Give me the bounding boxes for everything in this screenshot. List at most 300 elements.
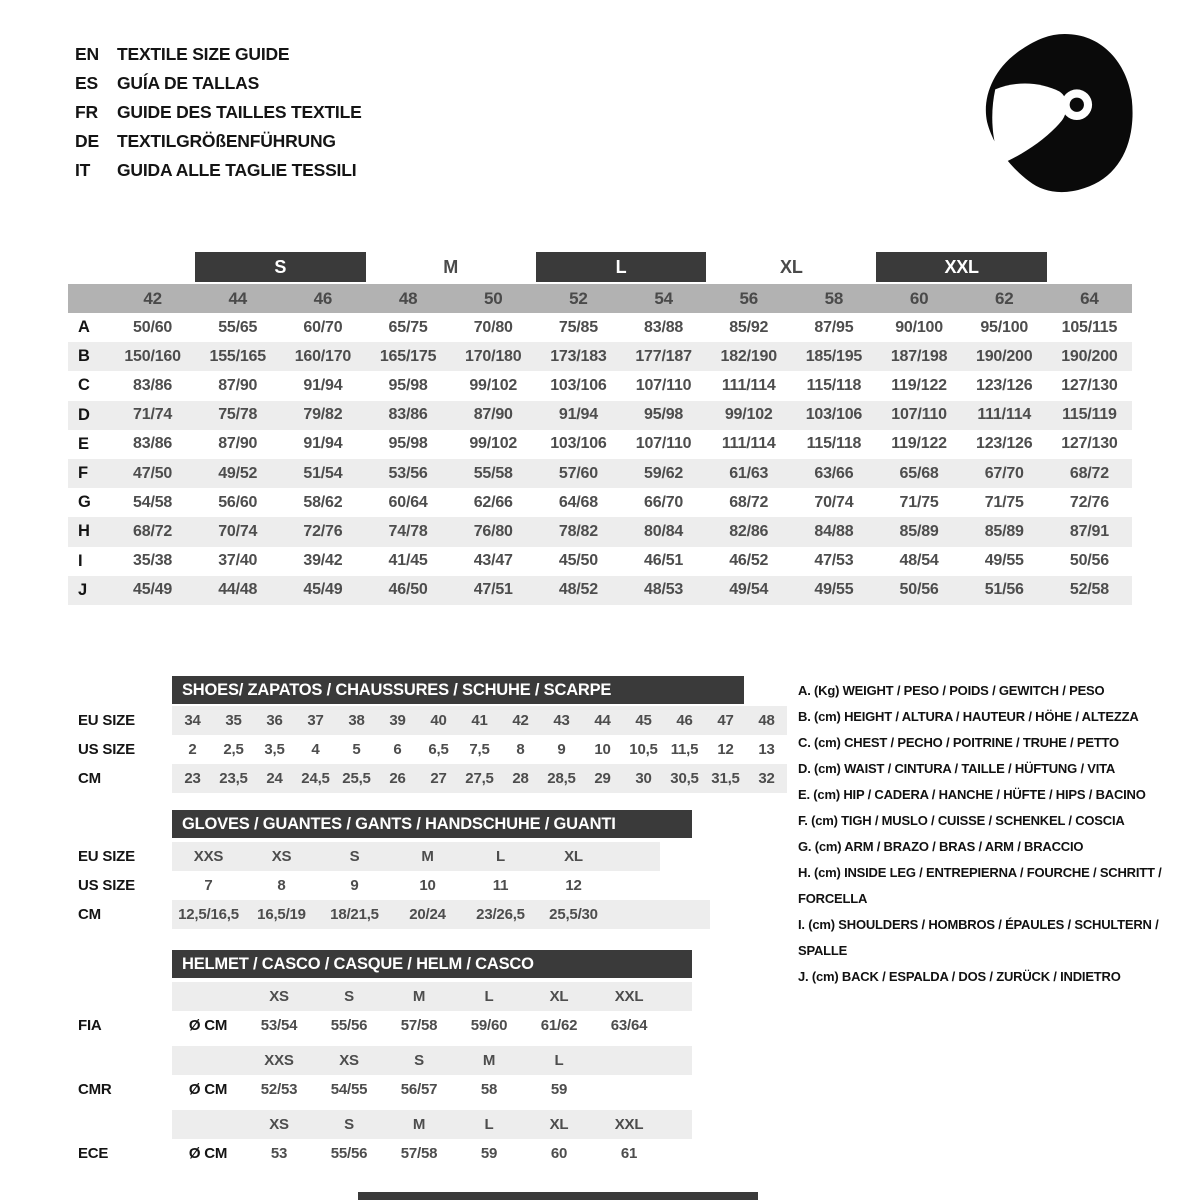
legend-item: E. (cm) HIP / CADERA / HANCHE / HÜFTE / HIPS / BACINO xyxy=(798,787,1146,802)
size-value: 107/110 xyxy=(635,435,692,453)
size-value: 115/119 xyxy=(1062,406,1117,424)
size-value: 185/195 xyxy=(805,347,863,365)
legend-item: F. (cm) TIGH / MUSLO / CUISSE / SCHENKEL / COSCIA xyxy=(798,813,1125,828)
size-value: 49/52 xyxy=(218,464,258,482)
helmet-data-row xyxy=(0,1011,692,1040)
cell-value: 10 xyxy=(419,877,436,894)
gloves-section xyxy=(0,810,710,929)
cell-value: 61 xyxy=(620,1145,638,1162)
size-value: 43/47 xyxy=(473,552,513,570)
row-cells xyxy=(172,1110,664,1139)
size-value: 47/50 xyxy=(133,464,173,482)
numeric-size: 64 xyxy=(1080,288,1099,308)
size-value: 49/55 xyxy=(984,552,1024,570)
cell-value: 6,5 xyxy=(428,741,449,758)
cell-value: 29 xyxy=(594,770,611,787)
size-value: 52/58 xyxy=(1069,581,1109,599)
legend-item: J. (cm) BACK / ESPALDA / DOS / ZURÜCK / INDIETRO xyxy=(798,969,1121,984)
helmet-size-label: L xyxy=(484,988,494,1005)
cell-value: 30,5 xyxy=(670,770,699,787)
size-band-s: S xyxy=(195,252,365,282)
size-value: 127/130 xyxy=(1061,376,1118,394)
cell-value: 8 xyxy=(277,877,286,894)
size-row xyxy=(0,871,710,900)
numeric-size: 54 xyxy=(654,288,673,308)
legend-item: I. (cm) SHOULDERS / HOMBROS / ÉPAULES / SCHULTERN / SPALLE xyxy=(798,917,1159,958)
size-value: 63/66 xyxy=(814,464,854,482)
size-value: 65/68 xyxy=(899,464,939,482)
cell-value: 60 xyxy=(550,1145,568,1162)
legend-item: C. (cm) CHEST / PECHO / POITRINE / TRUHE / PETTO xyxy=(798,735,1119,750)
cell-value: 13 xyxy=(758,741,775,758)
size-value: 39/42 xyxy=(303,552,343,570)
measurement-legend xyxy=(798,678,1200,990)
size-value: 66/70 xyxy=(644,493,684,511)
textile-row xyxy=(68,488,1132,517)
shoes-title-bar: SHOES/ ZAPATOS / CHAUSSURES / SCHUHE / SCARPE xyxy=(172,676,744,704)
size-value: 55/65 xyxy=(218,318,258,336)
cell-value: 11 xyxy=(492,877,509,894)
size-value: 48/53 xyxy=(644,581,684,599)
row-band xyxy=(172,1139,692,1168)
cell-value: 7 xyxy=(204,877,213,894)
row-band xyxy=(172,1110,692,1139)
cell-value: 12 xyxy=(717,741,734,758)
helmet-size-label: XXS xyxy=(264,1052,294,1069)
legend-item: G. (cm) ARM / BRAZO / BRAS / ARM / BRACCIO xyxy=(798,839,1084,854)
numeric-size: 52 xyxy=(569,288,588,308)
cell-value: 37 xyxy=(307,712,324,729)
cell-value: 8 xyxy=(516,741,525,758)
helmet-section xyxy=(0,950,692,1168)
size-value: 50/56 xyxy=(1069,552,1109,570)
row-cells xyxy=(172,1075,664,1104)
row-letter: H xyxy=(78,522,90,541)
row-cells xyxy=(172,706,787,735)
size-value: 48/54 xyxy=(899,552,939,570)
row-band xyxy=(172,900,710,929)
language-code: EN xyxy=(75,44,99,64)
size-value: 107/110 xyxy=(635,376,692,394)
size-value: 57/60 xyxy=(558,464,598,482)
legend-item: B. (cm) HEIGHT / ALTURA / HAUTEUR / HÖHE / ALTEZZA xyxy=(798,709,1139,724)
numeric-size: 60 xyxy=(909,288,929,308)
textile-row xyxy=(68,401,1132,430)
numeric-size: 42 xyxy=(143,288,162,308)
size-value: 87/95 xyxy=(814,318,854,336)
size-value: 123/126 xyxy=(976,435,1033,453)
language-code: IT xyxy=(75,160,91,180)
size-value: 74/78 xyxy=(388,522,428,540)
numeric-size: 58 xyxy=(824,288,844,308)
size-value: 85/89 xyxy=(899,522,939,540)
spacer xyxy=(0,950,172,978)
numeric-size: 48 xyxy=(398,288,418,308)
size-value: 95/100 xyxy=(980,318,1029,336)
cell-value: 59 xyxy=(480,1145,498,1162)
helmet-size-label: XXL xyxy=(614,988,644,1005)
cell-value: 2,5 xyxy=(223,741,244,758)
helmet-size-label: S xyxy=(344,1116,354,1133)
diameter-unit-label: Ø CM xyxy=(188,1017,228,1034)
numeric-size: 44 xyxy=(228,288,247,308)
cell-value: S xyxy=(349,848,360,865)
size-value: 71/75 xyxy=(984,493,1024,511)
cell-value: 34 xyxy=(184,712,201,729)
cell-value: 4 xyxy=(311,741,320,758)
helmet-size-label: M xyxy=(482,1052,496,1069)
textile-row xyxy=(68,342,1132,371)
size-value: 68/72 xyxy=(133,522,173,540)
helmet-size-label: M xyxy=(412,1116,426,1133)
helmet-size-label: XL xyxy=(549,988,569,1005)
size-value: 80/84 xyxy=(644,522,684,540)
size-value: 170/180 xyxy=(465,347,522,365)
size-value: 111/114 xyxy=(977,406,1032,424)
cell-value: 54/55 xyxy=(330,1081,368,1098)
row-cells xyxy=(172,764,787,793)
size-value: 37/40 xyxy=(218,552,258,570)
size-value: 119/122 xyxy=(891,376,947,394)
cell-value: 18/21,5 xyxy=(330,906,379,923)
diameter-unit-label: Ø CM xyxy=(188,1081,228,1098)
cell-value: 36 xyxy=(266,712,283,729)
cell-value: 23 xyxy=(184,770,201,787)
row-band xyxy=(172,1046,692,1075)
spacer xyxy=(0,810,172,838)
textile-row xyxy=(68,517,1132,546)
size-band-l: L xyxy=(536,252,706,282)
language-code: DE xyxy=(75,131,99,151)
cell-value: 35 xyxy=(225,712,242,729)
cell-value: 32 xyxy=(758,770,775,787)
cell-value: XL xyxy=(564,848,583,865)
cell-value: 53 xyxy=(270,1145,288,1162)
spacer xyxy=(0,676,172,704)
size-value: 150/160 xyxy=(124,347,181,365)
cell-value: 26 xyxy=(389,770,406,787)
cell-value: 43 xyxy=(553,712,570,729)
row-cells xyxy=(172,842,610,871)
size-value: 91/94 xyxy=(303,435,343,453)
row-band xyxy=(172,842,660,871)
guide-title: TEXTILE SIZE GUIDE xyxy=(117,44,290,64)
size-value: 111/114 xyxy=(721,435,776,453)
row-letter: C xyxy=(78,376,90,395)
size-band-xxl: XXL xyxy=(876,252,1046,282)
size-value: 71/74 xyxy=(133,406,173,424)
size-value: 83/86 xyxy=(388,406,428,424)
row-letter: I xyxy=(78,551,83,570)
size-value: 68/72 xyxy=(1069,464,1109,482)
gloves-title-bar: GLOVES / GUANTES / GANTS / HANDSCHUHE / GUANTI xyxy=(172,810,692,838)
size-value: 95/98 xyxy=(388,376,428,394)
row-letter: A xyxy=(78,318,90,337)
cell-value: 46 xyxy=(676,712,693,729)
diameter-unit-label: Ø CM xyxy=(188,1145,228,1162)
textile-body xyxy=(68,313,1132,605)
helmet-data-row xyxy=(0,1075,692,1104)
size-value: 87/90 xyxy=(218,435,258,453)
cell-value: 38 xyxy=(348,712,365,729)
helmet-size-label: L xyxy=(554,1052,564,1069)
size-value: 95/98 xyxy=(644,406,684,424)
cell-value: 12,5/16,5 xyxy=(178,906,239,923)
cell-value: 59 xyxy=(550,1081,568,1098)
language-titles xyxy=(75,40,362,185)
numeric-size: 62 xyxy=(994,288,1014,308)
language-row xyxy=(75,127,362,156)
row-label: EU SIZE xyxy=(78,848,135,865)
size-value: 85/92 xyxy=(729,318,769,336)
standard-label: CMR xyxy=(78,1081,112,1098)
size-value: 115/118 xyxy=(806,435,862,453)
size-value: 70/74 xyxy=(218,522,258,540)
numeric-size: 50 xyxy=(483,288,503,308)
row-letter: B xyxy=(78,347,90,366)
size-value: 72/76 xyxy=(1069,493,1109,511)
row-band xyxy=(172,982,692,1011)
size-value: 87/90 xyxy=(218,376,258,394)
cropped-next-section-band xyxy=(358,1192,758,1200)
size-value: 46/52 xyxy=(729,552,769,570)
size-value: 83/86 xyxy=(133,376,173,394)
size-value: 53/56 xyxy=(388,464,428,482)
row-label: CM xyxy=(78,906,101,923)
size-value: 83/86 xyxy=(133,435,173,453)
size-value: 59/62 xyxy=(644,464,684,482)
helmet-size-header-row xyxy=(0,1046,692,1075)
row-band xyxy=(172,1011,692,1040)
row-band xyxy=(172,764,787,793)
row-cells xyxy=(172,1046,664,1075)
size-value: 45/49 xyxy=(133,581,173,599)
cell-value: 28 xyxy=(512,770,529,787)
row-label: EU SIZE xyxy=(78,712,135,729)
row-cells xyxy=(172,871,610,900)
size-value: 50/60 xyxy=(133,318,173,336)
size-value: 45/49 xyxy=(303,581,343,599)
cell-value: 28,5 xyxy=(547,770,576,787)
size-row xyxy=(0,735,787,764)
cell-value: 61/62 xyxy=(540,1017,578,1034)
size-band-xl: XL xyxy=(780,256,803,277)
size-value: 190/200 xyxy=(1061,347,1118,365)
cell-value: 58 xyxy=(480,1081,498,1098)
size-value: 60/64 xyxy=(388,493,428,511)
numeric-size: 56 xyxy=(739,288,758,308)
size-value: 83/88 xyxy=(644,318,684,336)
textile-size-table xyxy=(68,252,1132,605)
size-value: 51/54 xyxy=(303,464,343,482)
textile-row xyxy=(68,459,1132,488)
size-value: 55/58 xyxy=(473,464,513,482)
guide-title: GUIDE DES TAILLES TEXTILE xyxy=(117,102,362,122)
cell-value: XS xyxy=(271,848,292,865)
cell-value: 23/26,5 xyxy=(476,906,525,923)
size-value: 76/80 xyxy=(473,522,513,540)
size-value: 103/106 xyxy=(805,406,863,424)
size-value: 105/115 xyxy=(1061,318,1118,336)
size-value: 45/50 xyxy=(558,552,598,570)
spacer xyxy=(0,982,172,1011)
cell-value: 56/57 xyxy=(400,1081,438,1098)
size-value: 65/75 xyxy=(388,318,428,336)
helmet-size-header-row xyxy=(0,982,692,1011)
helmet-size-label: XXL xyxy=(614,1116,644,1133)
size-value: 103/106 xyxy=(550,435,607,453)
cell-value: 47 xyxy=(717,712,734,729)
size-value: 49/54 xyxy=(729,581,769,599)
numeric-size: 46 xyxy=(313,288,333,308)
size-value: 187/198 xyxy=(890,347,948,365)
size-value: 61/63 xyxy=(729,464,769,482)
cell-value: 53/54 xyxy=(260,1017,298,1034)
size-row xyxy=(0,842,710,871)
size-row xyxy=(0,900,710,929)
cell-value: 45 xyxy=(635,712,652,729)
cell-value: 30 xyxy=(635,770,652,787)
row-letter: E xyxy=(78,434,89,453)
shoes-section xyxy=(0,676,787,793)
size-value: 173/183 xyxy=(550,347,607,365)
language-row xyxy=(75,156,362,185)
size-value: 119/122 xyxy=(891,435,947,453)
cell-value: 55/56 xyxy=(330,1145,368,1162)
cell-value: 59/60 xyxy=(470,1017,508,1034)
helmet-data-row xyxy=(0,1139,692,1168)
row-letter: J xyxy=(78,580,87,599)
size-value: 75/85 xyxy=(558,318,598,336)
size-value: 87/90 xyxy=(473,406,513,424)
helmet-size-label: XS xyxy=(269,1116,289,1133)
helmet-size-label: S xyxy=(414,1052,424,1069)
size-value: 70/80 xyxy=(473,318,513,336)
helmet-size-label: XS xyxy=(269,988,289,1005)
row-label: CM xyxy=(78,770,101,787)
cell-value: 27,5 xyxy=(465,770,494,787)
size-value: 50/56 xyxy=(899,581,939,599)
cell-value: 40 xyxy=(430,712,447,729)
textile-row xyxy=(68,576,1132,605)
size-value: 60/70 xyxy=(303,318,343,336)
cell-value: L xyxy=(496,848,505,865)
size-value: 46/51 xyxy=(644,552,684,570)
shoes-rows xyxy=(0,706,787,793)
size-value: 90/100 xyxy=(895,318,943,336)
cell-value: 27 xyxy=(430,770,447,787)
legend-item: A. (Kg) WEIGHT / PESO / POIDS / GEWITCH / PESO xyxy=(798,683,1105,698)
row-band xyxy=(172,735,787,764)
row-label: US SIZE xyxy=(78,741,135,758)
size-value: 111/114 xyxy=(721,376,776,394)
cell-value: 63/64 xyxy=(610,1017,648,1034)
cell-value: 42 xyxy=(512,712,529,729)
row-cells xyxy=(172,1139,664,1168)
cell-value: 25,5 xyxy=(342,770,371,787)
size-row xyxy=(0,706,787,735)
row-label: US SIZE xyxy=(78,877,135,894)
cell-value: 5 xyxy=(352,741,361,758)
size-value: 70/74 xyxy=(814,493,854,511)
size-value: 182/190 xyxy=(720,347,777,365)
guide-title: GUIDA ALLE TAGLIE TESSILI xyxy=(117,160,357,180)
shoes-header-row xyxy=(0,676,787,704)
size-value: 67/70 xyxy=(984,464,1024,482)
size-value: 115/118 xyxy=(806,376,862,394)
helmet-header-row xyxy=(0,950,692,978)
size-value: 190/200 xyxy=(976,347,1033,365)
size-band-row xyxy=(68,252,1132,282)
helmet-size-label: XS xyxy=(339,1052,359,1069)
size-value: 99/102 xyxy=(724,406,773,424)
cell-value: M xyxy=(421,848,434,865)
cell-value: 10 xyxy=(594,741,611,758)
size-value: 41/45 xyxy=(388,552,428,570)
cell-value: 25,5/30 xyxy=(549,906,598,923)
size-value: 78/82 xyxy=(558,522,598,540)
row-band xyxy=(172,871,660,900)
gloves-header-row xyxy=(0,810,710,838)
textile-row xyxy=(68,547,1132,576)
cell-value: 9 xyxy=(350,877,359,894)
size-value: 165/175 xyxy=(379,347,437,365)
corner-cell xyxy=(68,284,110,313)
size-value: 103/106 xyxy=(550,376,607,394)
helmet-title-bar: HELMET / CASCO / CASQUE / HELM / CASCO xyxy=(172,950,692,978)
cell-value: 23,5 xyxy=(219,770,248,787)
size-value: 68/72 xyxy=(729,493,769,511)
legend-item: H. (cm) INSIDE LEG / ENTREPIERNA / FOURCHE / SCHRITT / FORCELLA xyxy=(798,865,1162,906)
cell-value: 2 xyxy=(188,741,197,758)
size-value: 91/94 xyxy=(303,376,343,394)
size-value: 35/38 xyxy=(133,552,173,570)
cell-value: 39 xyxy=(389,712,406,729)
size-value: 47/51 xyxy=(473,581,513,599)
cell-value: 24,5 xyxy=(301,770,330,787)
language-row xyxy=(75,69,362,98)
size-value: 47/53 xyxy=(814,552,854,570)
size-value: 123/126 xyxy=(976,376,1033,394)
row-letter: D xyxy=(78,405,90,424)
cell-value: 7,5 xyxy=(469,741,490,758)
cell-value: 48 xyxy=(758,712,775,729)
helmet-size-header-row xyxy=(0,1110,692,1139)
language-row xyxy=(75,40,362,69)
size-value: 127/130 xyxy=(1061,435,1118,453)
size-value: 155/165 xyxy=(209,347,266,365)
size-value: 54/58 xyxy=(133,493,173,511)
size-value: 49/55 xyxy=(814,581,854,599)
helmet-size-label: S xyxy=(344,988,354,1005)
row-band xyxy=(172,1075,692,1104)
size-value: 87/91 xyxy=(1069,522,1109,540)
size-row xyxy=(0,764,787,793)
numeric-size-row xyxy=(68,284,1132,313)
size-value: 46/50 xyxy=(388,581,428,599)
cell-value: 12 xyxy=(565,877,582,894)
guide-title: TEXTILGRÖßENFÜHRUNG xyxy=(117,131,336,151)
legend-item: D. (cm) WAIST / CINTURA / TAILLE / HÜFTUNG / VITA xyxy=(798,761,1116,776)
racing-helmet-icon xyxy=(982,32,1140,213)
size-value: 51/56 xyxy=(984,581,1024,599)
size-value: 64/68 xyxy=(558,493,598,511)
size-value: 72/76 xyxy=(303,522,343,540)
cell-value: 6 xyxy=(393,741,402,758)
size-value: 85/89 xyxy=(984,522,1024,540)
size-value: 177/187 xyxy=(635,347,692,365)
row-cells xyxy=(172,982,664,1011)
